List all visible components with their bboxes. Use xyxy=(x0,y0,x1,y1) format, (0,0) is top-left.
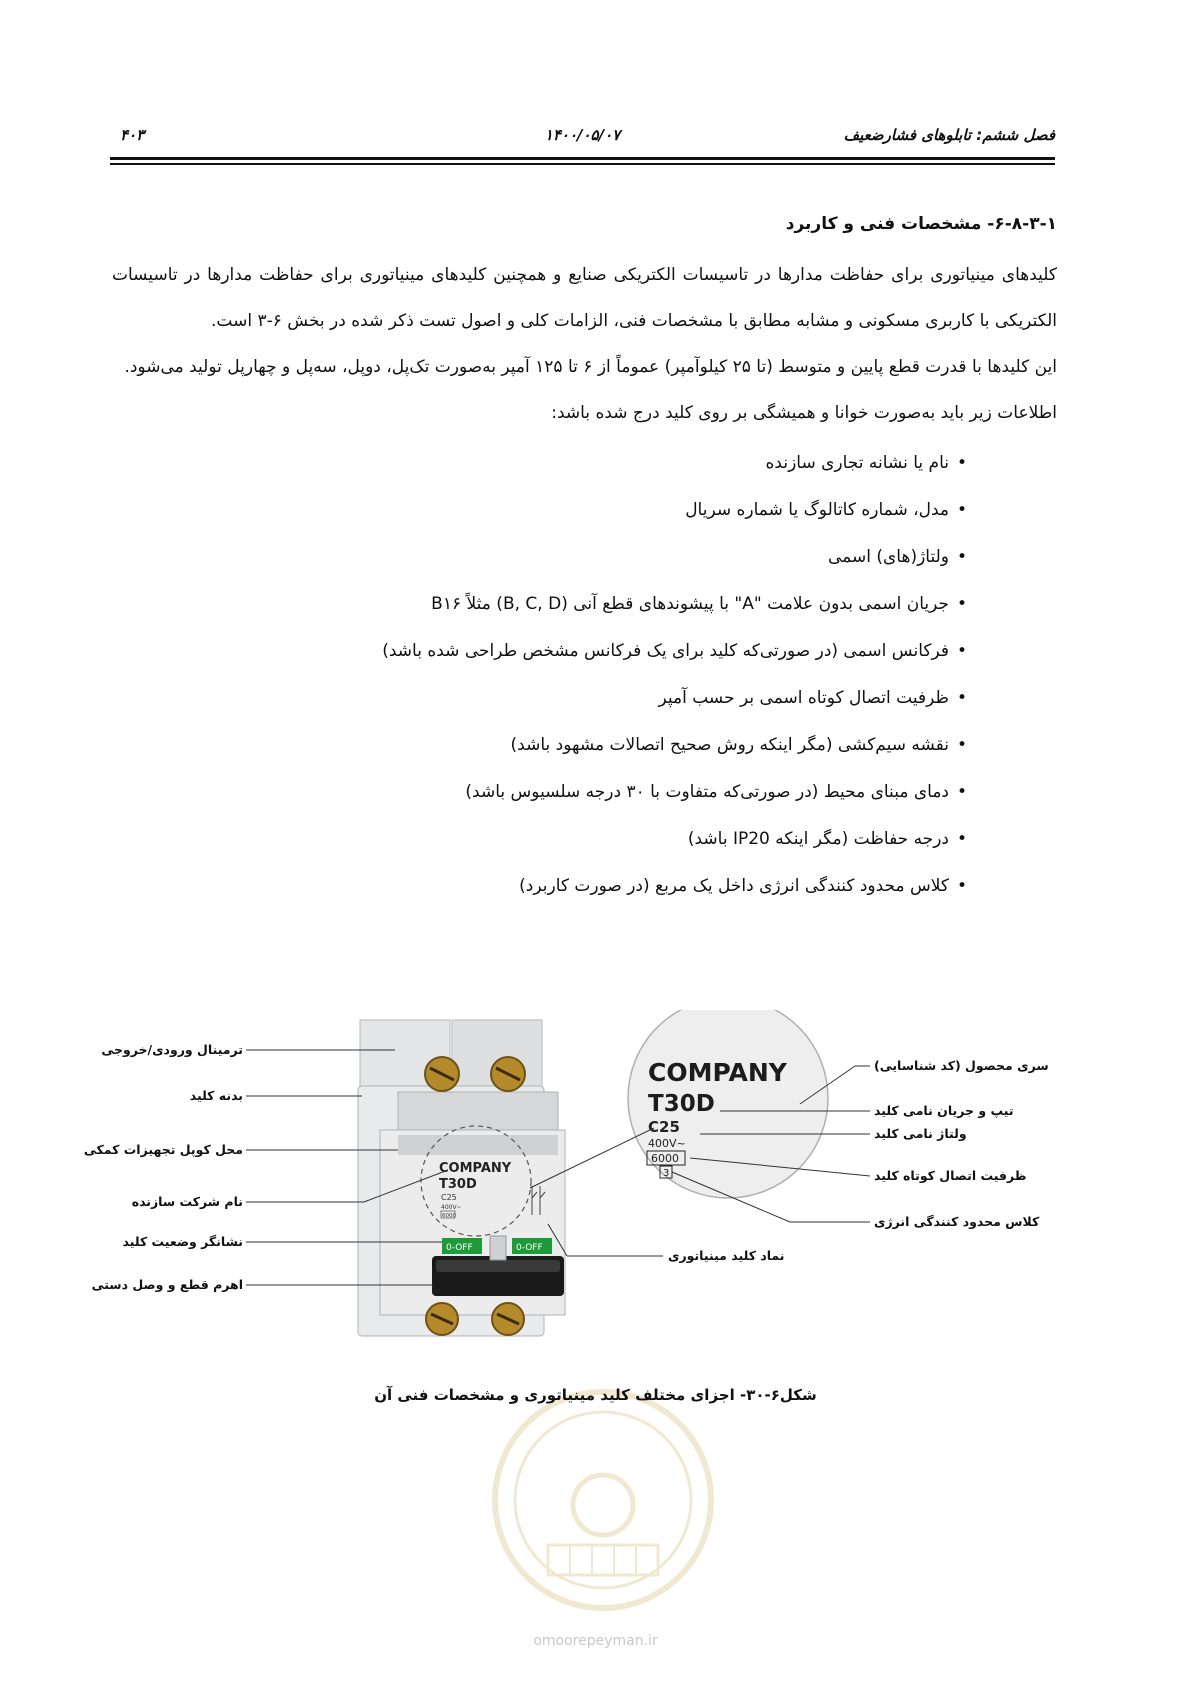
device-model-text: T30D xyxy=(439,1177,477,1192)
device-rating-text: C25 xyxy=(441,1193,457,1202)
paragraph-3: اطلاعات زیر باید به‌صورت خوانا و همیشگی بر روی کلید درج شده باشد: xyxy=(551,403,1057,423)
nameplate-zoom xyxy=(628,1010,828,1198)
label-body: بدنه کلید xyxy=(189,1088,243,1103)
list-item: • ظرفیت اتصال کوتاه اسمی بر حسب آمپر xyxy=(112,675,967,722)
mcb-figure xyxy=(0,1010,1191,1430)
paragraph-1: کلیدهای مینیاتوری برای حفاظت مدارها در تاسیسات الکتریکی صنایع و همچنین کلیدهای مینیاتوری برای حفاظت مدارها در تاسیسات الکتریکی با کاربری مسکونی و مشابه مطابق با مشخصات فنی، الزامات کلی و اصول تست ذکر شده در بخش ۶-۳ است. xyxy=(112,265,1057,331)
page-header xyxy=(110,122,1055,152)
list-item: • ولتاژ(های) اسمی xyxy=(112,534,967,581)
page-number: ۴۰۳ xyxy=(120,126,145,144)
header-rule-thin xyxy=(110,163,1055,165)
device-capacity-text: 6000 xyxy=(442,1213,456,1219)
list-item: • دمای مبنای محیط (در صورتی‌که متفاوت با ۳۰ درجه سلسیوس باشد) xyxy=(112,769,967,816)
device-company-text: COMPANY xyxy=(439,1161,512,1176)
zoom-class-text: 3 xyxy=(663,1168,670,1179)
device-voltage-text: 400V~ xyxy=(441,1204,462,1211)
indicator-right-text: 0-OFF xyxy=(516,1243,543,1253)
zoom-model-text: T30D xyxy=(648,1091,715,1117)
header-rule-thick xyxy=(110,157,1055,160)
section-content xyxy=(112,210,1057,910)
label-status-indicator: نشانگر وضعیت کلید xyxy=(122,1234,243,1249)
required-info-list xyxy=(112,440,1057,910)
label-lever: اهرم قطع و وصل دستی xyxy=(91,1277,243,1292)
watermark-url: omoorepeyman.ir xyxy=(533,1633,658,1649)
zoom-company-text: COMPANY xyxy=(648,1058,787,1087)
list-item: • درجه حفاظت (مگر اینکه IP20 باشد) xyxy=(112,816,967,863)
list-item: • نقشه سیم‌کشی (مگر اینکه روش صحیح اتصالات مشهود باشد) xyxy=(112,722,967,769)
watermark-seal-icon xyxy=(488,1385,718,1615)
label-energy-class: کلاس محدود کنندگی انرژی xyxy=(874,1214,1040,1229)
header-date: ۱۴۰۰/۰۵/۰۷ xyxy=(544,126,621,144)
label-series: سری محصول (کد شناسایی) xyxy=(874,1058,1049,1073)
chapter-title: فصل ششم: تابلوهای فشارضعیف xyxy=(843,126,1055,144)
zoom-voltage-text: 400V~ xyxy=(648,1137,686,1150)
list-item: • مدل، شماره کاتالوگ یا شماره سریال xyxy=(112,487,967,534)
figure-caption: شکل۶-۳۰- اجزای مختلف کلید مینیاتوری و مشخصات فنی آن xyxy=(374,1386,817,1404)
label-manufacturer: نام شرکت سازنده xyxy=(131,1194,243,1209)
list-item: • فرکانس اسمی (در صورتی‌که کلید برای یک فرکانس مشخص طراحی شده باشد) xyxy=(112,628,967,675)
paragraph-2: این کلیدها با قدرت قطع پایین و متوسط (تا ۲۵ کیلوآمپر) عموماً از ۶ تا ۱۲۵ آمپر به‌صورت تک‌پل، دوپل، سه‌پل و چهارپل تولید می‌شود. xyxy=(124,357,1057,377)
section-title: ۶-۸-۳-۱- مشخصات فنی و کاربرد xyxy=(785,214,1057,234)
list-item: • کلاس محدود کنندگی انرژی داخل یک مربع (در صورت کاربرد) xyxy=(112,863,967,910)
label-sc-capacity: ظرفیت اتصال کوتاه کلید xyxy=(874,1168,1027,1183)
label-breaker-symbol: نماد کلید مینیاتوری xyxy=(668,1248,785,1263)
label-type-current: تیپ و جریان نامی کلید xyxy=(874,1103,1014,1118)
label-coupling: محل کوپل تجهیزات کمکی xyxy=(83,1142,243,1157)
list-item: • جریان اسمی بدون علامت "A" با پیشوندهای قطع آنی (B, C, D) مثلاً B۱۶ xyxy=(112,581,967,628)
label-voltage: ولتاژ نامی کلید xyxy=(874,1126,967,1141)
indicator-left-text: 0-OFF xyxy=(446,1243,473,1253)
label-terminal: ترمینال ورودی/خروجی xyxy=(101,1042,243,1057)
list-item: • نام یا نشانه تجاری سازنده xyxy=(112,440,967,487)
zoom-capacity-text: 6000 xyxy=(651,1152,679,1165)
zoom-rating-text: C25 xyxy=(648,1118,680,1136)
